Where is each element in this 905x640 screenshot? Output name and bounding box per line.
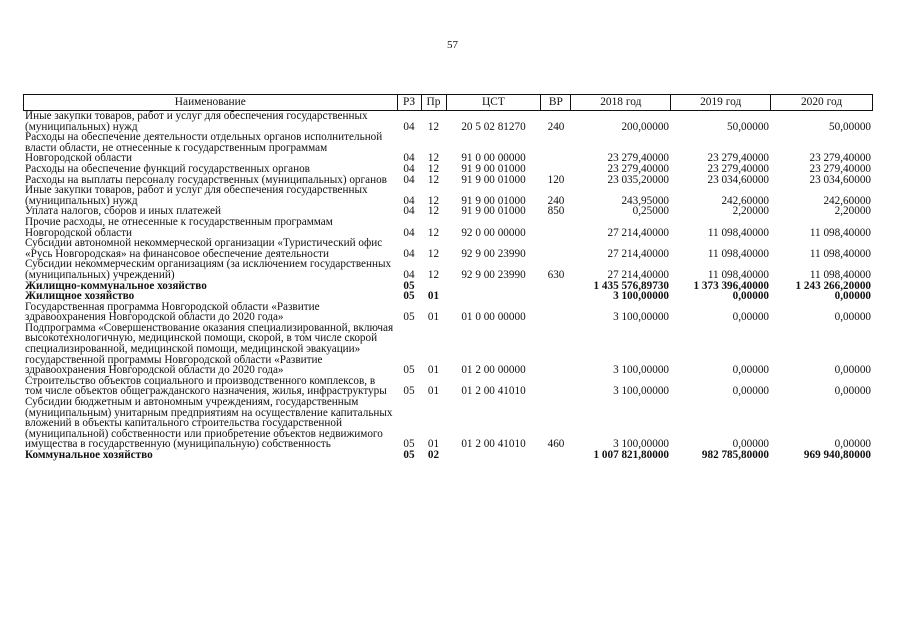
- row-2020: 0,00000: [834, 385, 871, 398]
- row-2019: 0,00000: [732, 364, 769, 377]
- table-row: [23, 302, 873, 323]
- row-cst: 92 0 00 00000: [461, 226, 526, 239]
- row-vr: 240: [547, 120, 565, 133]
- row-2018: 3 100,00000: [613, 385, 669, 398]
- row-name: Прочие расходы, не отнесенные к государственным программам Новгородской области: [25, 215, 333, 239]
- row-name: Расходы на обеспечение функций государственных органов: [25, 162, 310, 175]
- row-cst: 01 2 00 00000: [461, 364, 526, 377]
- row-name: Иные закупки товаров, работ и услуг для обеспечения государственных (муниципальных) нужд: [25, 184, 368, 207]
- row-cst: 01 2 00 41010: [461, 438, 526, 451]
- table-row: [23, 164, 873, 175]
- budget-table: [23, 94, 873, 461]
- row-2018: 27 214,40000: [607, 247, 669, 260]
- row-2020: 23 034,60000: [809, 173, 871, 186]
- row-rz: 05: [403, 290, 415, 303]
- row-pr: 12: [427, 226, 440, 239]
- row-2020: 242,60000: [823, 194, 871, 207]
- row-pr: 12: [427, 120, 440, 133]
- row-cst: 20 5 02 81270: [461, 120, 526, 133]
- row-vr: 850: [547, 205, 565, 218]
- row-2018: 0,25000: [632, 205, 669, 218]
- row-name: Расходы на выплаты персоналу государственных (муниципальных) органов: [25, 173, 387, 186]
- row-rz: 04: [403, 194, 415, 207]
- table-row: [23, 259, 873, 280]
- row-2019: 0,00000: [732, 438, 769, 451]
- row-2019: 982 785,80000: [701, 449, 769, 461]
- row-name: Коммунальное хозяйство: [25, 449, 153, 461]
- header-2019: 2019 год: [671, 95, 771, 110]
- row-2018: 3 100,00000: [613, 364, 669, 377]
- row-rz: 04: [403, 173, 415, 186]
- row-vr: 120: [547, 173, 565, 186]
- table-row: [23, 185, 873, 206]
- row-rz: 05: [403, 364, 415, 377]
- row-pr: 02: [427, 449, 440, 461]
- table-body: [23, 111, 873, 461]
- row-2019: 11 098,40000: [707, 268, 769, 281]
- row-2019: 11 098,40000: [707, 226, 769, 239]
- row-name: Государственная программа Новгородской области «Развитие здравоохранения Новгородской области до 2020 года»: [25, 300, 320, 324]
- header-pr: Пр: [422, 95, 447, 110]
- row-rz: 04: [403, 247, 415, 260]
- row-2020: 50,00000: [829, 120, 871, 133]
- row-vr: 460: [547, 438, 565, 451]
- row-2018: 3 100,00000: [613, 290, 669, 303]
- row-2020: 11 098,40000: [809, 226, 871, 239]
- row-pr: 12: [427, 205, 440, 218]
- table-row: [23, 397, 873, 450]
- row-2018: 27 214,40000: [607, 226, 669, 239]
- row-2018: 243,95000: [621, 194, 669, 207]
- row-2020: 969 940,80000: [803, 449, 871, 461]
- table-row: [23, 376, 873, 397]
- row-name: Подпрограмма «Совершенствование оказания специализированной, включая высокотехнологичную, медицинской помощи, скорой, в том числе скорой специализированной, медицинской помощи, медицинской эвакуации» государственной программы Новгородской области «Развитие здравоохранения Новгородской области до 2020 года»: [25, 321, 394, 377]
- row-2020: 2,20000: [834, 205, 871, 218]
- row-2018: 1 435 576,89730: [593, 279, 669, 292]
- row-name: Расходы на обеспечение деятельности отдельных органов исполнительной власти области, не отнесенные к государственным программам Новгородской области: [25, 131, 383, 165]
- row-2018: 23 279,40000: [607, 152, 669, 165]
- table-row: [23, 238, 873, 259]
- row-2020: 11 098,40000: [809, 247, 871, 260]
- row-2019: 50,00000: [727, 120, 769, 133]
- row-rz: 05: [403, 279, 415, 292]
- row-2020: 0,00000: [834, 290, 871, 303]
- row-rz: 04: [403, 268, 415, 281]
- row-cst: 91 9 00 01000: [461, 205, 526, 218]
- row-name: Субсидии некоммерческим организациям (за исключением государственных (муниципальных) учреждений): [25, 258, 392, 281]
- row-2018: 200,00000: [621, 120, 669, 133]
- row-pr: 12: [427, 152, 440, 165]
- table-row: [23, 132, 873, 164]
- row-name: Жилищное хозяйство: [25, 290, 135, 303]
- table-row: [23, 111, 873, 132]
- row-2020: 23 279,40000: [809, 152, 871, 165]
- row-2019: 242,60000: [721, 194, 769, 207]
- row-2020: 1 243 266,20000: [795, 279, 871, 292]
- row-rz: 04: [403, 120, 415, 133]
- row-name: Иные закупки товаров, работ и услуг для обеспечения государственных (муниципальных) нужд: [25, 110, 368, 133]
- row-2019: 23 279,40000: [707, 152, 769, 165]
- row-name: Уплата налогов, сборов и иных платежей: [25, 205, 221, 218]
- row-cst: 91 0 00 00000: [461, 152, 526, 165]
- row-rz: 05: [403, 438, 415, 451]
- row-2018: 23 279,40000: [607, 162, 669, 175]
- row-rz: 05: [403, 311, 415, 324]
- row-2019: 0,00000: [732, 385, 769, 398]
- header-name: Наименование: [24, 95, 398, 110]
- row-2019: 1 373 396,40000: [693, 279, 769, 292]
- row-pr: 01: [427, 438, 440, 451]
- header-cst: ЦСТ: [447, 95, 542, 110]
- row-2018: 23 035,20000: [607, 173, 669, 186]
- header-vr: ВР: [541, 95, 571, 110]
- row-name: Строительство объектов социального и производственного комплексов, в том числе объектов общегражданского назначения, жилья, инфраструктуры: [25, 374, 387, 398]
- row-rz: 05: [403, 385, 415, 398]
- row-2019: 0,00000: [732, 311, 769, 324]
- row-cst: 92 9 00 23990: [461, 247, 526, 260]
- row-2020: 11 098,40000: [809, 268, 871, 281]
- row-cst: 01 2 00 41010: [461, 385, 526, 398]
- row-rz: 05: [403, 449, 415, 461]
- row-2019: 0,00000: [732, 290, 769, 303]
- header-2018: 2018 год: [571, 95, 671, 110]
- row-pr: 01: [427, 290, 440, 303]
- row-2018: 3 100,00000: [613, 311, 669, 324]
- table-header: [23, 94, 873, 111]
- row-pr: 01: [427, 311, 440, 324]
- row-cst: 91 9 00 01000: [461, 173, 526, 186]
- row-pr: 12: [427, 194, 440, 207]
- row-rz: 04: [403, 162, 415, 175]
- page-number: 57: [447, 39, 458, 51]
- row-cst: 91 9 00 01000: [461, 162, 526, 175]
- row-cst: 92 9 00 23990: [461, 268, 526, 281]
- row-2020: 23 279,40000: [809, 162, 871, 175]
- row-2020: 0,00000: [834, 364, 871, 377]
- row-2018: 27 214,40000: [607, 268, 669, 281]
- row-name: Субсидии автономной некоммерческой организации «Туристический офис «Русь Новгородская» на финансовое обеспечение деятельности: [25, 237, 383, 260]
- header-2020: 2020 год: [771, 95, 873, 110]
- row-pr: 12: [427, 268, 440, 281]
- row-pr: 01: [427, 385, 440, 398]
- row-pr: 12: [427, 173, 440, 186]
- row-2019: 11 098,40000: [707, 247, 769, 260]
- table-row: [23, 450, 873, 461]
- header-rz: РЗ: [398, 95, 422, 110]
- row-rz: 04: [403, 226, 415, 239]
- row-vr: 630: [547, 268, 565, 281]
- row-vr: 240: [547, 194, 565, 207]
- row-cst: 01 0 00 00000: [461, 311, 526, 324]
- row-cst: 91 9 00 01000: [461, 194, 526, 207]
- row-2019: 23 279,40000: [707, 162, 769, 175]
- row-rz: 04: [403, 152, 415, 165]
- row-pr: 01: [427, 364, 440, 377]
- row-2020: 0,00000: [834, 438, 871, 451]
- row-2018: 3 100,00000: [613, 438, 669, 451]
- row-name: Жилищно-коммунальное хозяйство: [25, 279, 207, 292]
- row-2019: 2,20000: [732, 205, 769, 218]
- row-pr: 12: [427, 162, 440, 175]
- row-2020: 0,00000: [834, 311, 871, 324]
- table-row: [23, 217, 873, 238]
- table-row: [23, 323, 873, 376]
- row-name: Субсидии бюджетным и автономным учреждениям, государственным (муниципальным) унитарным предприятиям на осуществление капитальных вложений в объекты капитального строительства государственной (муниципальной) собственности или приобретение объектов недвижимого имущества в государственную (муниципальную) собственность: [25, 396, 393, 451]
- row-2018: 1 007 821,80000: [593, 449, 669, 461]
- row-pr: 12: [427, 247, 440, 260]
- row-rz: 04: [403, 205, 415, 218]
- row-2019: 23 034,60000: [707, 173, 769, 186]
